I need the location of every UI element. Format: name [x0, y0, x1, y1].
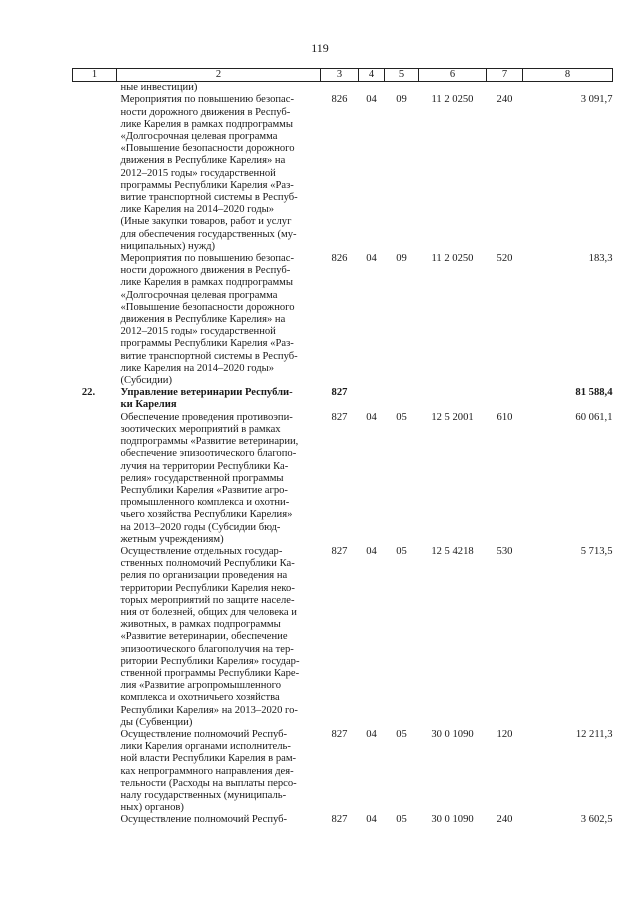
column-header: 6 [419, 69, 487, 82]
table-row [73, 412, 613, 546]
description-line: витие транспортной системы в Респуб- [120, 350, 298, 362]
description-line: Республики Карелия» на 2013–2020 го- [120, 704, 298, 716]
description-line: движения в Республике Карелия» на [120, 314, 286, 326]
column-header: 4 [359, 69, 385, 82]
subsection-code-cell: 05 [396, 411, 407, 423]
description-line: на 2013–2020 годы (Субсидии бюд- [120, 521, 281, 533]
table-row [73, 387, 613, 411]
description-line: жетным учреждениям) [120, 533, 224, 545]
description-line: «Долгосрочная целевая программа [120, 131, 278, 143]
amount-cell: 60 061,1 [575, 411, 613, 423]
subsection-code-cell [385, 387, 419, 411]
description-line: Осуществление полномочий Респуб- [120, 814, 288, 826]
description-cell [117, 412, 321, 546]
description-line: движения в Республике Карелия» на [120, 155, 286, 167]
ministry-code-cell: 827 [331, 545, 348, 557]
description-cell [117, 729, 321, 814]
description-line: «Повышение безопасности дорожного [120, 143, 295, 155]
budget-table [72, 68, 613, 827]
description-cell [117, 82, 321, 95]
description-cell [117, 546, 321, 729]
ministry-code-cell: 827 [331, 411, 348, 423]
row-number-cell [73, 82, 117, 95]
description-line: 2012–2015 годы» государственной [120, 167, 276, 179]
row-number-cell [73, 94, 117, 253]
description-line: ности дорожного движения в Респуб- [120, 106, 291, 118]
ministry-code-cell: 826 [331, 253, 348, 265]
subsection-code-cell: 05 [396, 728, 407, 740]
description-cell [117, 253, 321, 387]
row-number-cell [73, 814, 117, 826]
description-line: лике Карелия в рамках подпрограммы [120, 277, 293, 289]
description-line: «Развитие ветеринарии, обеспечение [120, 631, 288, 643]
description-line: зоотических мероприятий в рамках [120, 423, 281, 435]
description-line: лике Карелия в рамках подпрограммы [120, 118, 293, 130]
description-cell [117, 814, 321, 826]
section-code-cell: 04 [366, 814, 377, 826]
row-number-cell: 22. [81, 387, 96, 399]
budget-table-container [72, 68, 612, 827]
subsection-code-cell: 09 [396, 253, 407, 265]
description-line: (Субсидии) [120, 375, 173, 387]
expense-type-cell: 610 [496, 411, 513, 423]
description-line: торых мероприятий по защите населе- [120, 594, 295, 606]
amount-cell: 183,3 [588, 253, 613, 265]
amount-cell: 3 091,7 [580, 94, 613, 106]
description-cell [117, 94, 321, 253]
description-line: подпрограммы «Развитие ветеринарии, [120, 436, 299, 448]
description-line: ственных полномочий Республики Ка- [120, 558, 295, 570]
row-number-cell [73, 412, 117, 546]
section-code-cell [359, 387, 385, 411]
subsection-code-cell [385, 82, 419, 95]
description-line: Осуществление полномочий Респуб- [120, 728, 288, 740]
description-line: программы Республики Карелия «Раз- [120, 179, 294, 191]
description-line: Управление ветеринарии Республи- [120, 387, 293, 399]
description-line: витие транспортной системы в Респуб- [120, 192, 298, 204]
expense-type-cell [487, 387, 523, 411]
expense-type-cell: 520 [496, 253, 513, 265]
ministry-code-cell: 827 [331, 814, 348, 826]
description-line: ности дорожного движения в Респуб- [120, 265, 291, 277]
ministry-code-cell [321, 82, 359, 95]
amount-cell [523, 82, 613, 95]
table-row [73, 94, 613, 253]
section-code-cell: 04 [366, 545, 377, 557]
expense-type-cell: 240 [496, 94, 513, 106]
ministry-code-cell: 826 [331, 94, 348, 106]
description-line: Республики Карелия «Развитие агро- [120, 484, 288, 496]
section-code-cell [359, 82, 385, 95]
description-line: животных, в рамках подпрограммы [120, 619, 281, 631]
ministry-code-cell: 827 [331, 387, 348, 399]
target-article-cell: 30 0 1090 [431, 814, 474, 826]
description-line: территории Республики Карелия неко- [120, 582, 295, 594]
description-line: ной власти Республики Карелия в рам- [120, 753, 297, 765]
row-number-cell [73, 546, 117, 729]
target-article-cell: 11 2 0250 [431, 253, 474, 265]
description-line: ния от болезней, общих для человека и [120, 606, 297, 618]
expense-type-cell: 530 [496, 545, 513, 557]
column-header: 3 [321, 69, 359, 82]
description-line: программы Республики Карелия «Раз- [120, 338, 294, 350]
description-line: ритории Республики Карелия» государ- [120, 655, 300, 667]
description-line: ственной программы Республики Каре- [120, 667, 300, 679]
description-line: Мероприятия по повышению безопас- [120, 94, 294, 106]
row-number-cell [73, 253, 117, 387]
table-body [73, 82, 613, 827]
description-line: лики Карелия органами исполнитель- [120, 741, 291, 753]
column-header: 5 [385, 69, 419, 82]
section-code-cell: 04 [366, 411, 377, 423]
description-line: обеспечение эпизоотического благопо- [120, 448, 297, 460]
description-line: лике Карелия на 2014–2020 годы» [120, 204, 275, 216]
page-number: 119 [311, 41, 329, 55]
description-line: лия «Развитие агропромышленного [120, 680, 282, 692]
description-line: тельности (Расходы на выплаты персо- [120, 777, 297, 789]
subsection-code-cell: 05 [396, 545, 407, 557]
table-row [73, 546, 613, 729]
description-line: ках непрограммного направления дея- [120, 765, 294, 777]
target-article-cell: 30 0 1090 [431, 728, 474, 740]
description-line: для обеспечения государственных (му- [120, 228, 297, 240]
description-line: лике Карелия на 2014–2020 годы» [120, 362, 275, 374]
target-article-cell [419, 82, 487, 95]
table-row [73, 82, 613, 95]
description-line: ниципальных) нужд) [120, 240, 216, 252]
description-line: релия по организации проведения на [120, 570, 288, 582]
description-line: ки Карелия [120, 399, 177, 411]
subsection-code-cell: 09 [396, 94, 407, 106]
row-number-cell [73, 729, 117, 814]
column-header: 1 [73, 69, 117, 82]
target-article-cell: 12 5 2001 [431, 411, 474, 423]
section-code-cell: 04 [366, 253, 377, 265]
target-article-cell [419, 387, 487, 411]
amount-cell: 12 211,3 [575, 728, 613, 740]
column-header: 2 [117, 69, 321, 82]
description-line: налу государственных (муниципаль- [120, 789, 287, 801]
description-cell [117, 387, 321, 411]
table-row [73, 814, 613, 826]
description-line: 2012–2015 годы» государственной [120, 326, 276, 338]
section-code-cell: 04 [366, 94, 377, 106]
description-line: промышленного комплекса и охотни- [120, 497, 290, 509]
table-row [73, 729, 613, 814]
description-line: комплекса и охотничьего хозяйства [120, 692, 280, 704]
description-line: «Долгосрочная целевая программа [120, 289, 278, 301]
ministry-code-cell: 827 [331, 728, 348, 740]
amount-cell: 81 588,4 [575, 387, 613, 399]
description-line: релия» государственной программы [120, 472, 284, 484]
description-line: ды (Субвенции) [120, 716, 193, 728]
amount-cell: 3 602,5 [580, 814, 613, 826]
description-line: Обеспечение проведения противоэпи- [120, 411, 293, 423]
description-line: ные инвестиции) [120, 82, 198, 94]
description-line: чьего хозяйства Республики Карелия» [120, 509, 293, 521]
target-article-cell: 11 2 0250 [431, 94, 474, 106]
description-line: Осуществление отдельных государ- [120, 545, 283, 557]
description-line: лучия на территории Республики Ка- [120, 460, 289, 472]
description-line: Мероприятия по повышению безопас- [120, 253, 294, 265]
table-header-row [73, 69, 613, 82]
description-line: эпизоотического благополучия на тер- [120, 643, 294, 655]
expense-type-cell: 120 [496, 728, 513, 740]
section-code-cell: 04 [366, 728, 377, 740]
description-line: ных) органов) [120, 802, 184, 814]
amount-cell: 5 713,5 [580, 545, 613, 557]
expense-type-cell: 240 [496, 814, 513, 826]
target-article-cell: 12 5 4218 [431, 545, 474, 557]
column-header: 8 [523, 69, 613, 82]
column-header: 7 [487, 69, 523, 82]
description-line: «Повышение безопасности дорожного [120, 301, 295, 313]
table-row [73, 253, 613, 387]
description-line: (Иные закупки товаров, работ и услуг [120, 216, 292, 228]
expense-type-cell [487, 82, 523, 95]
subsection-code-cell: 05 [396, 814, 407, 826]
